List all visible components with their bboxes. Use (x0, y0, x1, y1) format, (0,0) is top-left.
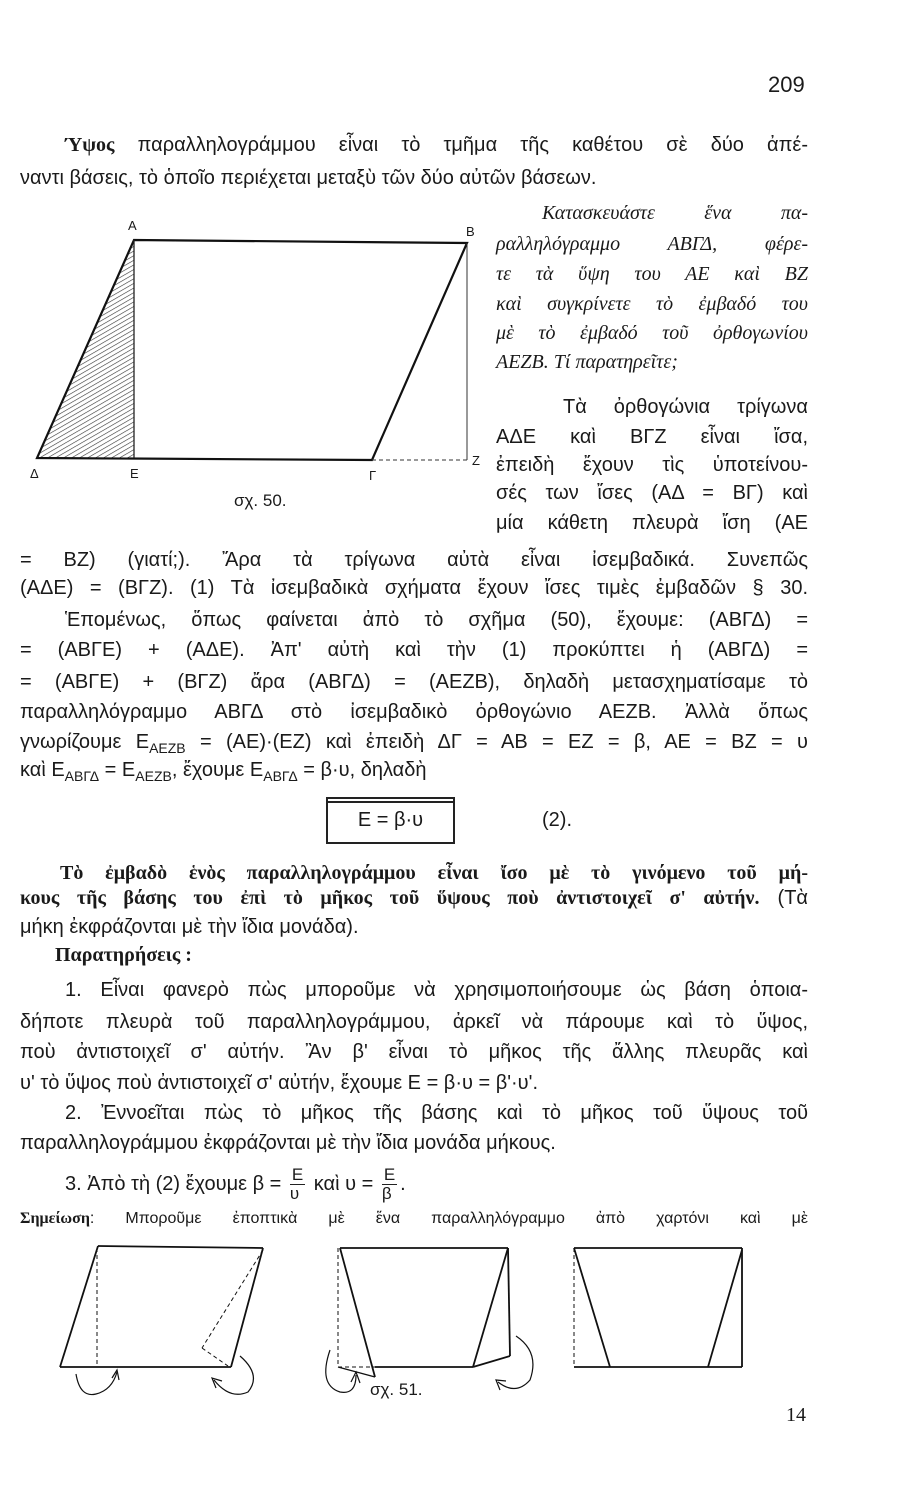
text: . (400, 1173, 406, 1195)
remarks-heading: Παρατηρήσεις : (55, 944, 192, 966)
area-formula-line (20, 758, 808, 782)
numerator: Ε (291, 1165, 304, 1185)
proof-line: (ΑΔΕ) = (ΒΓΖ). (1) Τὰ ἰσεμβαδικὰ σχήματα ἔχουν ἴσες τιμὲς ἐμβαδῶν § 30. (20, 577, 808, 599)
text: (Τὰ (759, 887, 808, 909)
text: καὶ E (20, 759, 65, 781)
vertex-label-A: Α (128, 218, 137, 233)
derivation-line: Ἑπομένως, ὅπως φαίνεται ἀπὸ τὸ σχῆμα (50), ἔχουμε: (ΑΒΓΔ) = (65, 609, 808, 631)
exercise-line: ραλληλόγραμμο ΑΒΓΔ, φέρε- (496, 233, 808, 255)
vertex-label-Z: Ζ (472, 453, 480, 468)
figure-51-caption: σχ. 51. (370, 1380, 423, 1399)
theorem-line: μήκη ἐκφράζονται μὲ τὴν ἴδια μονάδα). (20, 916, 359, 938)
denominator: β (381, 1184, 392, 1204)
fraction (382, 1166, 397, 1203)
exercise-line: Κατασκευάστε ἕνα πα- (542, 202, 808, 224)
vertex-label-E: Ε (130, 466, 139, 481)
exercise-line: τε τὰ ὕψη του ΑΕ καὶ ΒΖ (496, 263, 808, 285)
fraction (290, 1166, 305, 1203)
remark-line (65, 1166, 853, 1203)
text: : Μποροῦμε ἐποπτικὰ μὲ ἕνα παραλληλόγραμμο ἀπὸ χαρτόνι καὶ μὲ (89, 1210, 808, 1227)
remark-line: παραλληλογράμμου ἐκφράζονται μὲ τὴν ἴδια μονάδα μήκους. (20, 1132, 556, 1154)
denominator: υ (289, 1184, 300, 1204)
exercise-line: ΑΕΖΒ. Τί παρατηρεῖτε; (496, 351, 678, 373)
text: παραλληλογράμμου εἶναι τὸ τμῆμα τῆς καθέτου σὲ δύο ἀπέ- (114, 134, 808, 156)
text: γνωρίζουμε E (20, 731, 150, 753)
text: , ἔχουμε E (171, 759, 264, 781)
remark-line: 2. Ἐννοεῖται πὼς τὸ μῆκος τῆς βάσης καὶ τὸ μῆκος τοῦ ὕψους τοῦ (65, 1102, 808, 1124)
proof-line: σές των ἴσες (ΑΔ = ΒΓ) καὶ (496, 482, 808, 504)
text: = (ΑΕ)·(ΕΖ) καὶ ἐπειδὴ ΔΓ = ΑΒ = ΕΖ = β, ΑΕ = ΒΖ = υ (185, 731, 808, 753)
text: κους τῆς βάσης του ἐπὶ τὸ μῆκος τοῦ ὕψους ποὺ ἀντιστοιχεῖ σ' αὐτήν. (20, 887, 760, 909)
page-number: 209 (768, 72, 805, 97)
remark-line: 1. Εἶναι φανερὸ πὼς μποροῦμε νὰ χρησιμοποιήσουμε ὡς βάση ὁποια- (65, 979, 808, 1001)
numerator: Ε (383, 1165, 396, 1185)
figure-50-caption: σχ. 50. (234, 491, 287, 510)
text: 3. Ἀπὸ τὴ (2) ἔχουμε β = (65, 1173, 287, 1195)
signature-number: 14 (786, 1404, 806, 1426)
note-line (20, 1207, 808, 1231)
subscript: ΑΒΓΔ (64, 768, 100, 784)
derivation-line: παραλληλόγραμμο ΑΒΓΔ στὸ ἰσεμβαδικὸ ὀρθογώνιο ΑΕΖΒ. Ἀλλὰ ὅπως (20, 701, 808, 723)
text: καὶ υ = (308, 1173, 379, 1195)
derivation-line: = (ΑΒΓΕ) + (ΑΔΕ). Ἀπ' αὐτὴ καὶ τὴν (1) προκύπτει ἡ (ΑΒΓΔ) = (20, 639, 808, 661)
formula-number: (2). (542, 809, 572, 831)
area-formula-line (20, 730, 808, 754)
boxed-formula: Ε = β·υ (326, 797, 455, 844)
subscript: ΑΕΖΒ (135, 768, 172, 784)
proof-line: ἐπειδὴ ἔχουν τὶς ὑποτείνου- (496, 454, 808, 476)
proof-line: μία κάθετη πλευρὰ ἴση (ΑΕ (496, 512, 808, 534)
subscript: ΑΒΓΔ (263, 768, 298, 784)
proof-line: Τὰ ὀρθογώνια τρίγωνα (563, 396, 808, 418)
remark-line: υ' τὸ ὕψος ποὺ ἀντιστοιχεῖ σ' αὐτήν, ἔχουμε Ε = β·υ = β'·υ'. (20, 1072, 538, 1094)
exercise-line: καὶ συγκρίνετε τὸ ἐμβαδό του (496, 293, 808, 315)
vertex-label-G: Γ (369, 468, 377, 483)
proof-line: = ΒΖ) (γιατί;). Ἄρα τὰ τρίγωνα αὐτὰ εἶναι ἰσεμβαδικά. Συνεπῶς (20, 549, 808, 571)
derivation-line: = (ΑΒΓΕ) + (ΒΓΖ) ἄρα (ΑΒΓΔ) = (ΑΕΖΒ), δηλαδὴ μετασχηματίσαμε τὸ (20, 671, 808, 693)
vertex-label-D: Δ (30, 466, 39, 481)
remark-line: δήποτε πλευρὰ τοῦ παραλληλογράμμου, ἀρκεῖ νὰ πάρουμε καὶ τὸ ὕψος, (20, 1011, 808, 1033)
text: = β·υ, δηλαδὴ (297, 759, 427, 781)
theorem-line (20, 886, 808, 910)
theorem-line: Τὸ ἐμβαδὸ ἑνὸς παραλληλογράμμου εἶναι ἴσο μὲ τὸ γινόμενο τοῦ μή- (60, 862, 808, 884)
proof-line: ΑΔΕ καὶ ΒΓΖ εἶναι ἴσα, (496, 426, 808, 448)
note-label: Σημείωση (20, 1210, 90, 1227)
term-height: Ύψος (65, 134, 115, 156)
text: = E (99, 759, 136, 781)
remark-line: ποὺ ἀντιστοιχεῖ σ' αὐτήν. Ἂν β' εἶναι τὸ μῆκος τῆς ἄλλης πλευρᾶς καὶ (20, 1041, 808, 1063)
height-definition-line: ναντι βάσεις, τὸ ὁποῖο περιέχεται μεταξὺ τῶν δύο αὐτῶν βάσεων. (20, 167, 597, 189)
figure-51-folding (60, 1246, 742, 1395)
subscript: ΑΕΖΒ (149, 740, 186, 756)
vertex-label-B: Β (466, 224, 475, 239)
exercise-line: μὲ τὸ ἐμβαδό τοῦ ὀρθογωνίου (496, 322, 808, 344)
